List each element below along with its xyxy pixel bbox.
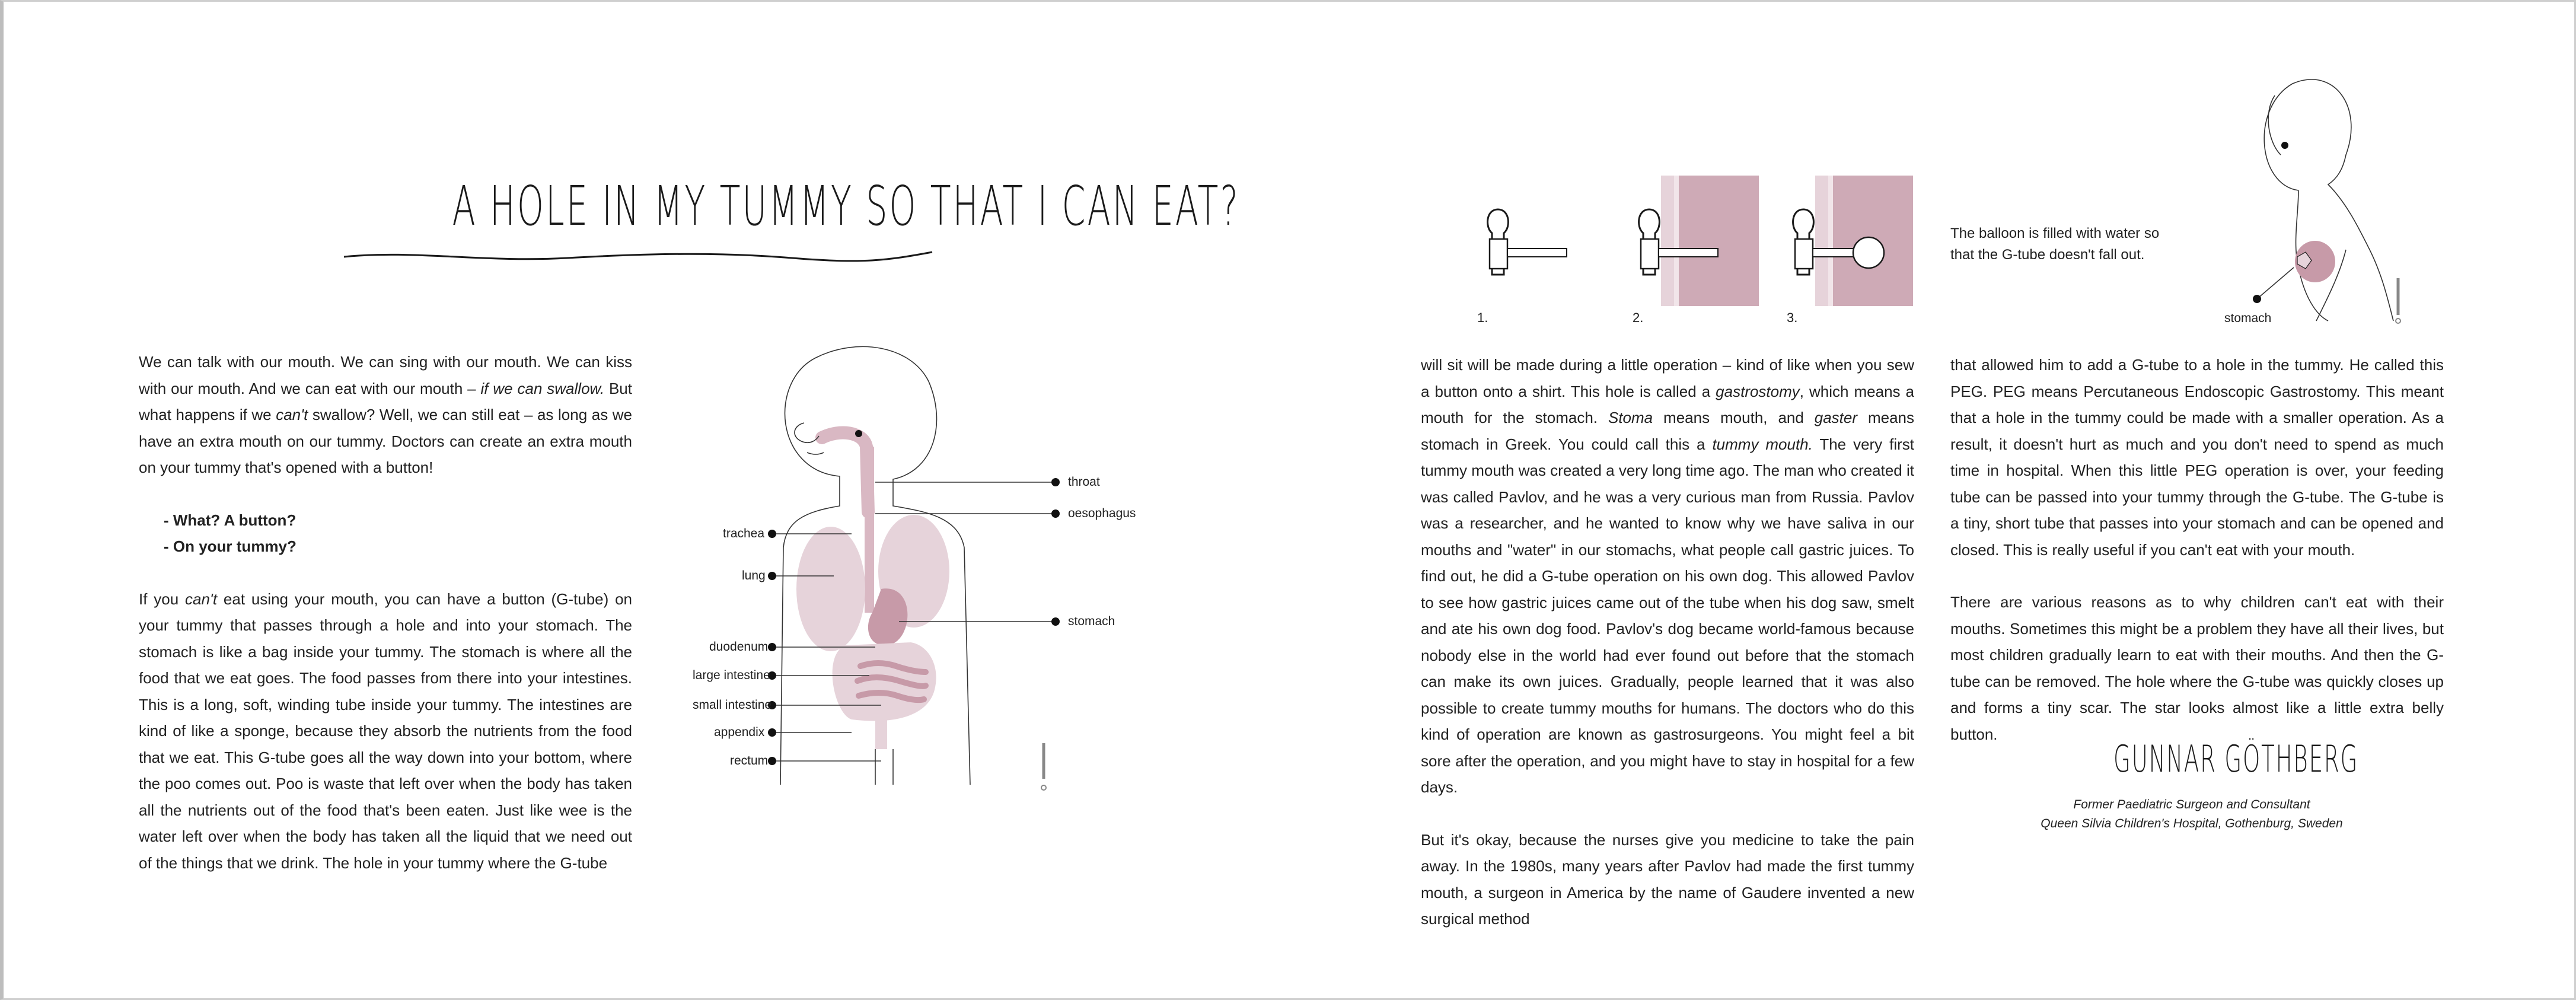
label-appendix: appendix [714,725,765,739]
middle-column-text [1421,352,1914,958]
left-column-text [139,349,632,902]
question-item: - On your tummy? [164,537,297,555]
label-stomach-child: stomach [2224,311,2272,325]
child-illustration [2210,72,2423,327]
reasons-paragraph: There are various reasons as to why children can't eat with their mouths. Sometimes this might be a problem they have all their lives, but most children gradually learn to eat with their mouths. And then the G-tube can be removed. The hole where the G-tube was quickly closes up and forms a tiny scar. The star looks almost like a little extra belly button. [1950,593,2444,743]
label-oesophagus: oesophagus [1068,507,1136,520]
gtube-step-3 [1780,174,1916,310]
gtube-step-1 [1468,174,1587,310]
label-lung: lung [742,569,766,582]
label-duodenum: duodenum [709,640,769,654]
peg-paragraph: that allowed him to add a G-tube to a hole in the tummy. He called this PEG. PEG means Percutaneous Endoscopic Gastrostomy. This meant that a hole in the tummy could be made with a smaller operation. As a result, it doesn't hurt as much and you don't need to spend as much time in hospital. When this little PEG operation is over, your feeding tube can be passed into your tummy through the G-tube. The G-tube is a tiny, short tube that passes into your stomach and can be opened and closed. This is really useful if you can't eat with your mouth. [1950,356,2444,559]
question-item: - What? A button? [164,511,297,529]
label-small-intestine: small intestine [693,698,772,712]
page-title: A HOLE IN MY TUMMY SO THAT I CAN EAT? [452,174,1240,238]
label-rectum: rectum [730,754,769,767]
gtube-step-2 [1625,174,1762,310]
title-underline [342,245,935,269]
author-signature: GUNNAR GÖTHBERG [2113,737,2359,781]
gtube-paragraph: If you can't eat using your mouth, you can have a button (G-tube) on your tummy that passes through a hole and into your stomach. The stomach is like a bag inside your tummy. The stomach is where all the food that we eat goes. The food passes from there into your intestines. This is a long, soft, winding tube inside your tummy. The intestines are kind of like a sponge, because they absorb the nutrients from the food that we eat. This G-tube goes all the way down into your bottom, where the poo comes out. Poo is waste that left over when the body has taken all the nutrients out of the food that's been eaten. Just like wee is the water left over when the body has taken all the liquid that we need out of the things that we drink. The hole in your tummy where the G-tube [139,590,632,872]
label-trachea: trachea [723,527,765,540]
author-role: Former Paediatric Surgeon and Consultant [2073,798,2310,811]
label-stomach: stomach [1068,614,1115,628]
label-large-intestine: large intestine [693,668,770,682]
step-number: 3. [1787,310,1798,325]
operation-paragraph: will sit will be made during a little operation – kind of like when you sew a button onto a shirt. This hole is called a gastrostomy, which means a mouth for the stomach. Stoma means mouth, and gaster means stomach in Greek. You could call this a tummy mouth. The very first tummy mouth was created a very long time ago. The man who created it was called Pavlov, and he was a very curious man from Russia. Pavlov was a researcher, and he wanted to know why we have saliva in our mouths and "water" in our stomachs, what people call gastric juices. To find out, he did a G-tube operation on his own dog. This allowed Pavlov to see how gastric juices came out of the tube when his dog saw, smelt and ate his own dog food. Pavlov's dog became world-famous because nobody else in the world had ever found out before that the stomach can make its own juices. Gradually, people learned that it was also possible to create tummy mouths for humans. The doctors who do this kind of operation are known as gastrosurgeons. You might feel a bit sore after the operation, and you might have to stay in hospital for a few days. [1421,356,1914,796]
question-list [164,507,632,560]
step-number: 2. [1633,310,1644,325]
balloon-caption: The balloon is filled with water so that the G-tube doesn't fall out. [1950,225,2160,263]
author-affiliation: Queen Silvia Children's Hospital, Gothenburg, Sweden [2041,817,2343,830]
step-number: 1. [1477,310,1488,325]
intro-paragraph: We can talk with our mouth. We can sing with our mouth. We can kiss with our mouth. And we can eat with our mouth – if we can swallow. But what happens if we can't swallow? Well, we can still eat – as long as we have an extra mouth on our tummy. Doctors can create an extra mouth on your tummy that's opened with a button! [139,353,632,476]
digestive-system-illustration [703,334,1130,797]
label-throat: throat [1068,475,1100,489]
history-paragraph: But it's okay, because the nurses give you medicine to take the pain away. In the 1980s, many years after Pavlov had made the first tummy mouth, a surgeon in America by the name of Gaudere invented a new surgical method [1421,830,1914,928]
right-column-text [1950,352,2444,773]
